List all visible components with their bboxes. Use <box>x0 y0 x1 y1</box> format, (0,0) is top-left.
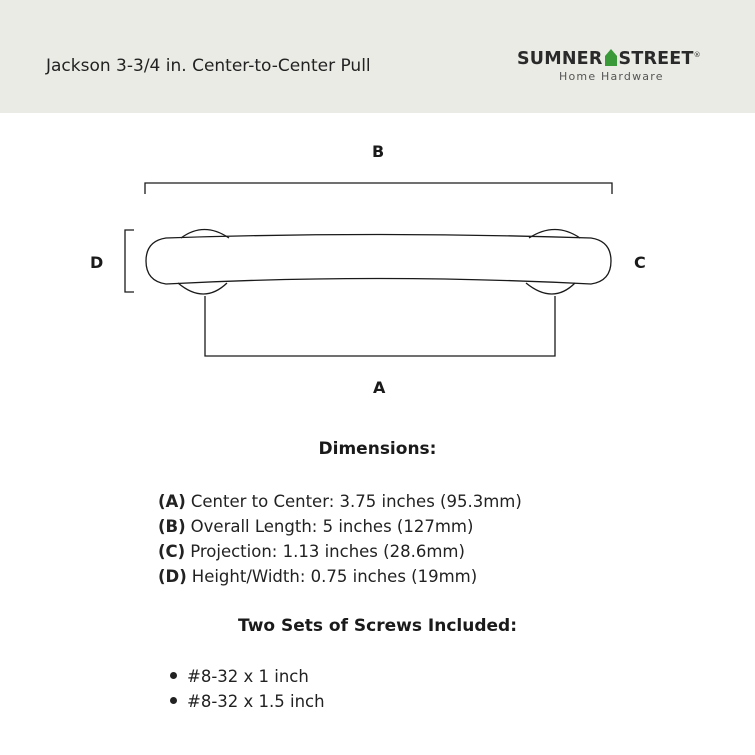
screws-heading: Two Sets of Screws Included: <box>237 616 518 636</box>
dimension-text: Overall Length: 5 inches (127mm) <box>190 517 474 536</box>
screw-text: #8-32 x 1.5 inch <box>187 692 325 711</box>
dimensions-list <box>158 489 522 589</box>
dimension-item-d <box>158 564 522 589</box>
house-icon <box>604 48 618 66</box>
handle-bar <box>146 235 611 285</box>
dimension-key: (B) <box>158 517 186 536</box>
brand-name-left: SUMNER <box>517 49 603 69</box>
dimension-b-label: B <box>372 142 385 161</box>
brand-logo <box>517 48 722 88</box>
dimension-item-b <box>158 514 522 539</box>
dimension-b-line <box>145 183 612 194</box>
dimensions-heading: Dimensions: <box>318 439 437 459</box>
dimension-key: (D) <box>158 567 187 586</box>
dimension-d-label: D <box>90 253 104 272</box>
dimension-c-label: C <box>634 253 646 272</box>
bullet-icon <box>170 672 177 679</box>
dimension-key: (C) <box>158 542 186 561</box>
pull-dimension-diagram <box>0 113 755 413</box>
brand-name-right: STREET <box>618 49 694 69</box>
dimension-key: (A) <box>158 492 186 511</box>
dimension-a-label: A <box>373 378 386 397</box>
list-item <box>170 664 325 689</box>
registered-mark: ® <box>693 51 701 60</box>
screws-list <box>170 664 325 714</box>
dimension-text: Height/Width: 0.75 inches (19mm) <box>191 567 478 586</box>
brand-tagline: Home Hardware <box>559 70 664 83</box>
header-banner <box>0 0 755 113</box>
screw-text: #8-32 x 1 inch <box>187 667 309 686</box>
brand-wordmark <box>517 48 701 69</box>
right-post-bottom <box>526 283 575 294</box>
dimension-item-c <box>158 539 522 564</box>
dimension-item-a <box>158 489 522 514</box>
bullet-icon <box>170 697 177 704</box>
product-title: Jackson 3-3/4 in. Center-to-Center Pull <box>46 56 371 76</box>
list-item <box>170 689 325 714</box>
dimension-text: Projection: 1.13 inches (28.6mm) <box>190 542 465 561</box>
dimension-a-line <box>205 296 555 356</box>
dimension-text: Center to Center: 3.75 inches (95.3mm) <box>190 492 522 511</box>
left-post-bottom <box>178 283 227 294</box>
dimension-d-line <box>125 230 134 292</box>
